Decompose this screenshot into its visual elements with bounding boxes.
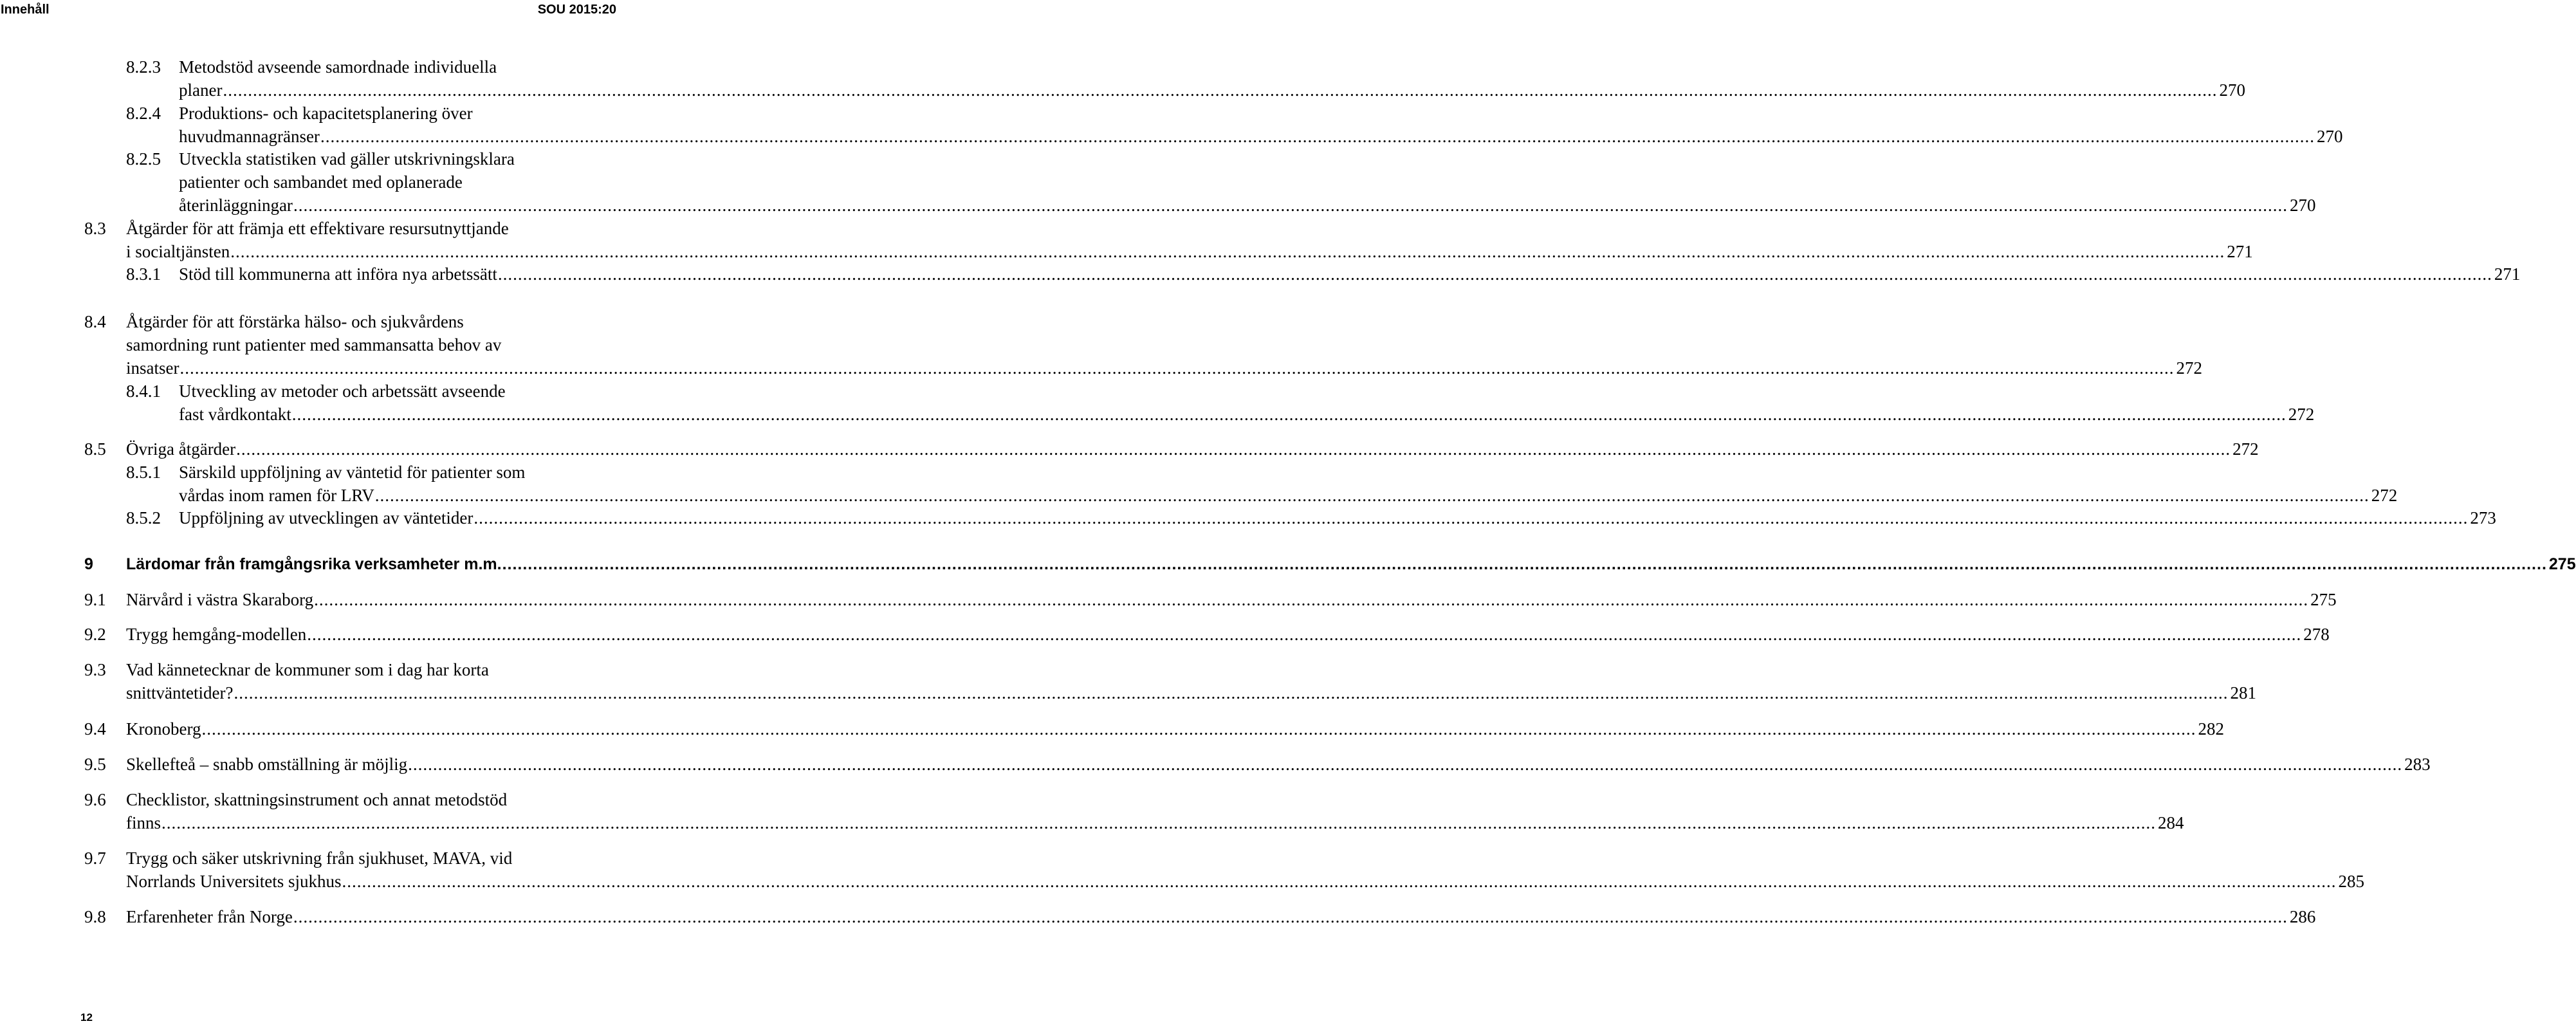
toc-entry-title-line xyxy=(126,811,2184,834)
toc-entry-number: 9.7 xyxy=(84,849,106,868)
dot-leader: ................................................................................................................................................................................................................................................................................................................................................................................................................ xyxy=(230,242,2225,261)
toc-entry-page: 271 xyxy=(2227,242,2253,261)
toc-entry xyxy=(0,658,605,681)
toc-entry-title: Stöd till kommunerna att införa nya arbetssätt xyxy=(179,264,497,284)
toc-entry-page: 281 xyxy=(2230,683,2256,702)
toc-entry-continuation xyxy=(0,403,2315,426)
toc-entry-title-line xyxy=(126,333,605,356)
toc-entry-number: 8.2.3 xyxy=(126,57,161,77)
toc-entry-number: 8.2.4 xyxy=(126,104,161,123)
toc-entry-title: Norrlands Universitets sjukhus xyxy=(126,872,342,891)
toc-entry xyxy=(0,788,605,811)
toc-entry-continuation xyxy=(0,870,2364,893)
toc-entry-title: Övriga åtgärder xyxy=(126,439,236,459)
toc-entry-page: 272 xyxy=(2288,405,2315,424)
toc-entry-title-line xyxy=(126,658,605,681)
toc-entry-title-line xyxy=(179,102,605,125)
dot-leader: ................................................................................................................................................................................................................................................................................................................................................................................................................ xyxy=(179,358,2175,378)
toc-entry-title-line xyxy=(126,217,605,240)
toc-entry xyxy=(0,847,605,870)
toc-entry-title: Utveckla statistiken vad gäller utskrivningsklara xyxy=(179,149,515,169)
toc-entry-continuation xyxy=(0,333,605,356)
toc-entry-page: 272 xyxy=(2371,486,2398,505)
toc-entry-continuation xyxy=(0,240,2253,263)
toc-entry-number: 8.4 xyxy=(84,312,106,331)
toc-entry-title-line xyxy=(179,147,605,170)
dot-leader: ................................................................................................................................................................................................................................................................................................................................................................................................................ xyxy=(374,486,2369,505)
dot-leader: ................................................................................................................................................................................................................................................................................................................................................................................................................ xyxy=(236,439,2231,459)
toc-entry-number: 8.3 xyxy=(84,219,106,238)
toc-entry xyxy=(0,753,2431,776)
header-section: Innehåll xyxy=(1,3,50,17)
toc-entry-title: Åtgärder för att förstärka hälso- och sjukvårdens xyxy=(126,312,464,331)
toc-entry-page: 270 xyxy=(2219,80,2245,100)
toc-entry-title-line xyxy=(126,437,2259,461)
toc-entry-page: 283 xyxy=(2404,755,2431,774)
toc-entry-number: 8.5.1 xyxy=(126,463,161,482)
toc-entry-title: finns xyxy=(126,813,161,832)
toc-entry xyxy=(0,147,605,170)
toc-entry-number: 9.5 xyxy=(84,755,106,774)
toc-entry-title-line xyxy=(126,240,2253,263)
toc-entry-title: patienter och sambandet med oplanerade xyxy=(179,172,463,192)
dot-leader: ................................................................................................................................................................................................................................................................................................................................................................................................................ xyxy=(474,508,2469,528)
dot-leader: ................................................................................................................................................................................................................................................................................................................................................................................................................ xyxy=(314,590,2309,609)
toc-entry-page: 286 xyxy=(2289,907,2316,926)
toc-entry xyxy=(0,217,605,240)
toc-entry-title: Produktions- och kapacitetsplanering över xyxy=(179,104,473,123)
toc-entry-title-line xyxy=(126,310,605,333)
toc-entry-number: 9.3 xyxy=(84,660,106,679)
toc-entry-title-line xyxy=(126,753,2431,776)
toc-entry-title-line xyxy=(179,506,2496,529)
toc-entry-title: fast vårdkontakt xyxy=(179,405,291,424)
toc-entry-title-line xyxy=(179,125,2343,148)
toc-entry-title: Metodstöd avseende samordnade individuella xyxy=(179,57,497,77)
toc-entry-continuation xyxy=(0,78,2245,102)
toc-entry-page: 270 xyxy=(2316,127,2343,146)
toc-entry-number: 9.8 xyxy=(84,907,106,926)
toc-entry-page: 273 xyxy=(2470,508,2496,528)
toc-entry-title-line xyxy=(126,717,2224,740)
header-report: SOU 2015:20 xyxy=(537,3,616,17)
dot-leader: ................................................................................................................................................................................................................................................................................................................................................................................................................ xyxy=(161,813,2156,832)
toc-entry xyxy=(0,310,605,333)
toc-entry-title-line xyxy=(179,194,2316,217)
toc-entry-title-line xyxy=(126,356,2202,380)
toc-entry-number: 8.2.5 xyxy=(126,149,161,169)
toc-entry-title-line xyxy=(179,78,2245,102)
toc-entry-number: 8.5.2 xyxy=(126,508,161,528)
toc-entry-title: Åtgärder för att främja ett effektivare resursutnyttjande xyxy=(126,219,509,238)
toc-entry xyxy=(0,55,605,78)
toc-entry-continuation xyxy=(0,125,2343,148)
toc-entry xyxy=(0,506,2496,529)
toc-entry-number: 9.6 xyxy=(84,790,106,809)
toc-entry-page: 270 xyxy=(2289,196,2316,215)
toc-entry-number: 9.2 xyxy=(84,625,106,644)
toc-entry-title-line xyxy=(126,847,605,870)
dot-leader: ................................................................................................................................................................................................................................................................................................................................................................................................................ xyxy=(307,625,2302,644)
toc-entry xyxy=(0,437,2259,461)
toc-entry-title-line xyxy=(126,681,2256,704)
toc-entry xyxy=(0,588,2337,611)
toc-entry-title: Utveckling av metoder och arbetssätt avseende xyxy=(179,381,506,401)
dot-leader: ................................................................................................................................................................................................................................................................................................................................................................................................................ xyxy=(223,80,2218,100)
toc-entry-title-line xyxy=(179,380,605,403)
toc-entry xyxy=(0,461,605,484)
toc-entry-number: 8.3.1 xyxy=(126,264,161,284)
toc-entry-title-line xyxy=(179,403,2315,426)
toc-entry-continuation xyxy=(0,170,605,194)
toc-entry-page: 272 xyxy=(2232,439,2259,459)
toc-entry-title-line xyxy=(179,262,2521,286)
dot-leader: ................................................................................................................................................................................................................................................................................................................................................................................................................ xyxy=(291,405,2286,424)
toc-entry-title: Skellefteå – snabb omställning är möjlig xyxy=(126,755,408,774)
toc-entry-page: 272 xyxy=(2176,358,2202,378)
toc-entry-title-line xyxy=(126,623,2330,646)
toc-entry-number: 8.5 xyxy=(84,439,106,459)
toc-entry-title: återinläggningar xyxy=(179,196,293,215)
toc-entry-page: 275 xyxy=(2548,555,2576,573)
toc-entry-title: Kronoberg xyxy=(126,719,201,739)
dot-leader: ................................................................................................................................................................................................................................................................................................................................................................................................................ xyxy=(293,196,2288,215)
toc-entry-title-line xyxy=(179,55,605,78)
toc-entry xyxy=(0,553,2576,576)
toc-entry-title: planer xyxy=(179,80,223,100)
dot-leader: ................................................................................................................................................................................................................................................................................................................................................................................................................ xyxy=(502,555,2547,573)
toc-entry-title: vårdas inom ramen för LRV xyxy=(179,486,374,505)
toc-entry-title: samordning runt patienter med sammansatta behov av xyxy=(126,335,502,354)
toc-entry-title-line xyxy=(126,553,2576,576)
toc-entry-title: huvudmannagränser xyxy=(179,127,320,146)
toc-entry-page: 278 xyxy=(2303,625,2330,644)
toc-entry-title: Erfarenheter från Norge xyxy=(126,907,293,926)
toc-entry-title: Uppföljning av utvecklingen av väntetider xyxy=(179,508,474,528)
toc-entry-page: 271 xyxy=(2494,264,2521,284)
toc-entry-title: i socialtjänsten xyxy=(126,242,230,261)
toc-entry-title: insatser xyxy=(126,358,179,378)
toc-entry-continuation xyxy=(0,681,2256,704)
toc-entry-title-line xyxy=(179,484,2398,507)
toc-entry-title: Vad kännetecknar de kommuner som i dag har korta xyxy=(126,660,489,679)
toc-entry-continuation xyxy=(0,194,2316,217)
dot-leader: ................................................................................................................................................................................................................................................................................................................................................................................................................ xyxy=(201,719,2196,739)
toc-entry-title: snittväntetider? xyxy=(126,683,234,702)
toc-entry-page: 282 xyxy=(2198,719,2224,739)
toc-entry-page: 285 xyxy=(2338,872,2364,891)
page-number: 12 xyxy=(80,1011,93,1023)
toc-entry-number: 9.4 xyxy=(84,719,106,739)
toc-entry-continuation xyxy=(0,811,2184,834)
toc-entry-number: 8.4.1 xyxy=(126,381,161,401)
toc-entry-title-line xyxy=(126,870,2364,893)
toc-entry-page: 275 xyxy=(2310,590,2337,609)
dot-leader: ................................................................................................................................................................................................................................................................................................................................................................................................................ xyxy=(234,683,2229,702)
dot-leader: ................................................................................................................................................................................................................................................................................................................................................................................................................ xyxy=(342,872,2337,891)
toc-entry-title: Checklistor, skattningsinstrument och annat metodstöd xyxy=(126,790,508,809)
toc-entry-title: Trygg och säker utskrivning från sjukhuset, MAVA, vid xyxy=(126,849,513,868)
toc-entry xyxy=(0,623,2330,646)
toc-entry xyxy=(0,380,605,403)
toc-entry-title: Särskild uppföljning av väntetid för patienter som xyxy=(179,463,526,482)
dot-leader: ................................................................................................................................................................................................................................................................................................................................................................................................................ xyxy=(408,755,2403,774)
toc-entry-title-line xyxy=(126,788,605,811)
toc-entry xyxy=(0,262,2521,286)
toc-entry-continuation xyxy=(0,356,2202,380)
toc-entry-title-line xyxy=(126,588,2337,611)
toc-entry-continuation xyxy=(0,484,2398,507)
toc-entry-number: 9.1 xyxy=(84,590,106,609)
toc-entry-title-line xyxy=(179,170,605,194)
toc-entry-number: 9 xyxy=(84,555,93,573)
toc-entry xyxy=(0,905,2316,928)
toc-entry-page: 284 xyxy=(2158,813,2184,832)
toc-entry-title-line xyxy=(126,905,2316,928)
toc-entry xyxy=(0,717,2224,740)
dot-leader: ................................................................................................................................................................................................................................................................................................................................................................................................................ xyxy=(320,127,2315,146)
dot-leader: ................................................................................................................................................................................................................................................................................................................................................................................................................ xyxy=(293,907,2288,926)
toc-entry xyxy=(0,102,605,125)
toc-entry-title: Närvård i västra Skaraborg xyxy=(126,590,314,609)
toc-entry-title-line xyxy=(179,461,605,484)
toc-entry-title: Lärdomar från framgångsrika verksamheter m.m. xyxy=(126,555,502,573)
dot-leader: ................................................................................................................................................................................................................................................................................................................................................................................................................ xyxy=(497,264,2492,284)
toc-entry-title: Trygg hemgång-modellen xyxy=(126,625,307,644)
